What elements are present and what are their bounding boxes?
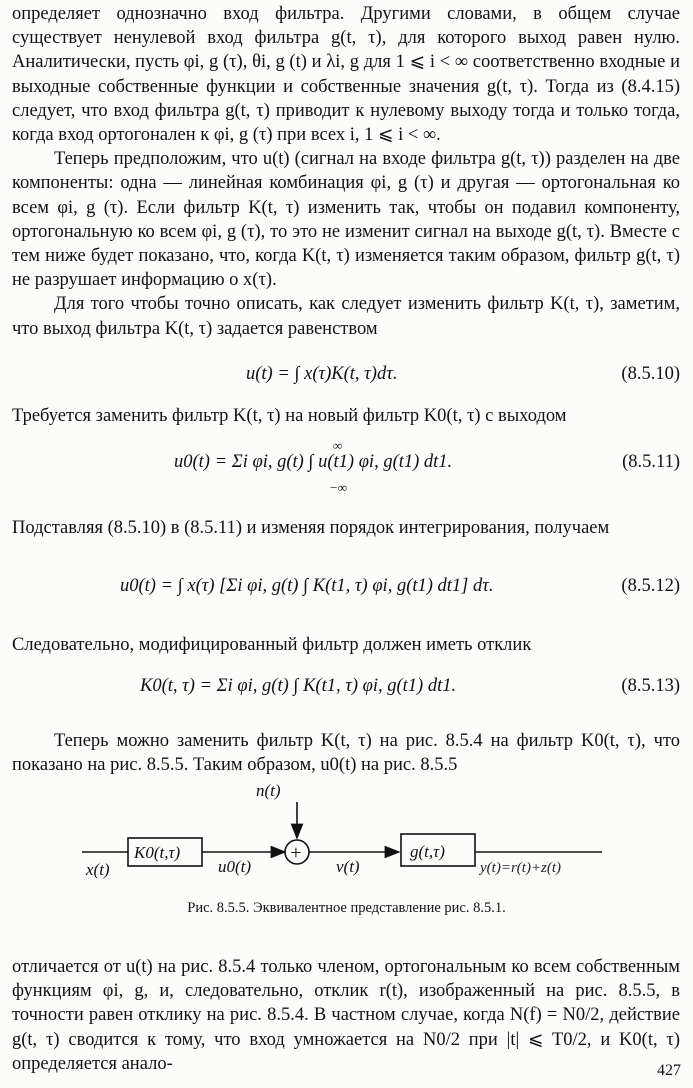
equation-number: (8.5.12) [621, 576, 680, 596]
equation-number: (8.5.11) [622, 452, 680, 472]
filter-g-label: g(t,τ) [410, 842, 445, 861]
paragraph-6: Следовательно, модифицированный фильтр должен иметь отклик [12, 635, 532, 655]
text-section-4 [12, 633, 680, 657]
u0-label: u0(t) [218, 857, 252, 876]
equation-formula: u(t) = ∫ x(τ)K(t, τ)dτ. [246, 364, 398, 384]
paragraph-3: Для того чтобы точно описать, как следует изменить фильтр K(t, τ), заметим, что выход фильтра K(t, τ) задается равенством [12, 294, 680, 339]
input-label: x(t) [86, 860, 110, 879]
integral-lower-limit: −∞ [329, 480, 348, 495]
equation-formula: u0(t) = Σi φi, g(t) ∫ u(t1) φi, g(t1) dt1. [174, 452, 453, 472]
paragraph-4: Требуется заменить фильтр K(t, τ) на новый фильтр K0(t, τ) с выходом [12, 406, 567, 426]
paragraph-1: определяет однозначно вход фильтра. Другими словами, в общем случае существует ненулевой вход фильтра g(t, τ), для которого выход равен нулю. Аналитически, пусть φi, g (τ), θi, g (t) и λi, g для 1 ⩽ i < ∞ соответственно входные и выходные собственные функции и собственные значения g(t, τ). Тогда из (8.4.15) следует, что вход фильтра g(t, τ) приводит к нулевому выходу тогда и только тогда, когда вход ортогонален к φi, g (τ) при всех i, 1 ⩽ i < ∞. [12, 4, 680, 146]
text-section-top [12, 2, 680, 341]
text-section-5 [12, 729, 680, 777]
block-diagram [0, 780, 693, 892]
equation-formula: K0(t, τ) = Σi φi, g(t) ∫ K(t1, τ) φi, g(t1) dt1. [140, 676, 457, 696]
output-label: y(t)=r(t)+z(t) [480, 860, 562, 876]
paragraph-2: Теперь предположим, что u(t) (сигнал на входе фильтра g(t, τ)) разделен на две компоненты: одна — линейная комбинация φi, g (τ) и другая — ортогональная ко всем φi, g (τ). Если фильтр K(t, τ) изменить так, чтобы он подавил компоненту, ортогональную ко всем φi, g (τ), то это не изменит сигнал на выходе g(t, τ). Вместе с тем ниже будет показано, что, когда K(t, τ) изменяется таким образом, фильтр g(t, τ) не разрушает информацию о x(τ). [12, 149, 680, 291]
equation-8-5-11 [12, 438, 680, 495]
text-section-3 [12, 516, 680, 540]
noise-label: n(t) [256, 781, 281, 800]
integral-upper-limit: ∞ [333, 438, 343, 453]
figure-caption: Рис. 8.5.5. Эквивалентное представление рис. 8.5.1. [187, 900, 506, 916]
equation-formula: u0(t) = ∫ x(τ) [Σi φi, g(t) ∫ K(t1, τ) φi, g(t1) dt1] dτ. [120, 576, 494, 596]
filter-k0-label: K0(t,τ) [134, 843, 181, 862]
paragraph-5: Подставляя (8.5.10) в (8.5.11) и изменяя порядок интегрирования, получаем [12, 518, 610, 538]
page-number: 427 [657, 1062, 681, 1079]
paragraph-8: отличается от u(t) на рис. 8.5.4 только членом, ортогональным ко всем собственным функциям φi, g, и, следовательно, отклик r(t), изображенный на рис. 8.5.5, в точности равен отклику на рис. 8.5.4. В частном случае, когда N(f) = N0/2, действие g(t, τ) сводится к тому, что вход умножается на N0/2 при |t| ⩽ T0/2, и K0(t, τ) определяется анало- [12, 957, 680, 1074]
v-label: v(t) [336, 857, 360, 876]
text-section-6 [12, 955, 680, 1076]
equation-8-5-13 [12, 676, 680, 706]
equation-8-5-10 [12, 364, 680, 394]
equation-number: (8.5.10) [621, 364, 680, 384]
paragraph-7: Теперь можно заменить фильтр K(t, τ) на рис. 8.5.4 на фильтр K0(t, τ), что показано на рис. 8.5.5. Таким образом, u0(t) на рис. 8.5.5 [12, 731, 680, 776]
text-section-2 [12, 404, 680, 428]
equation-8-5-12 [12, 576, 680, 606]
summing-plus: + [289, 842, 303, 864]
equation-number: (8.5.13) [621, 676, 680, 696]
